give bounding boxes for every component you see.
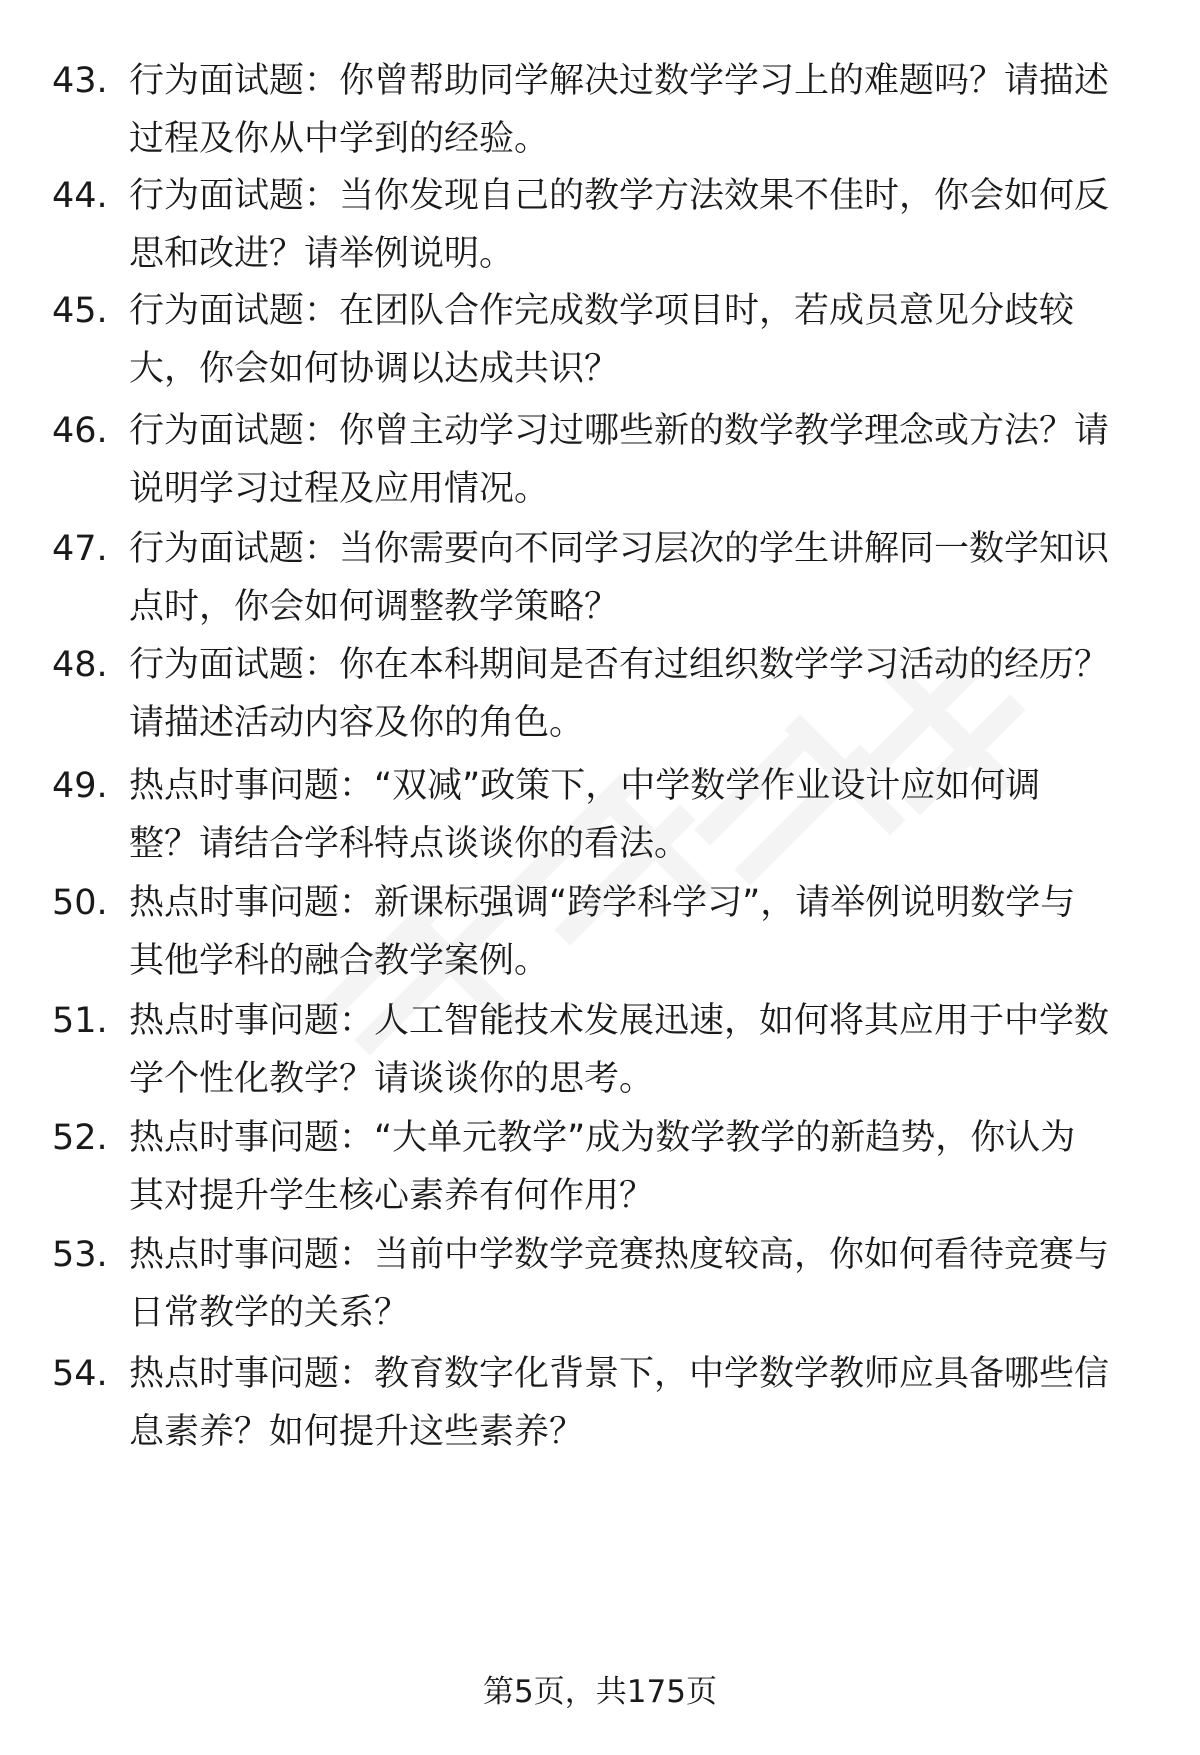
page-footer: 第5页，共175页 xyxy=(483,1674,717,1710)
question-number: 46. xyxy=(52,411,108,451)
question-text: 行为面试题：当你需要向不同学习层次的学生讲解同一数学知识 点时，你会如何调整教学策略？ xyxy=(129,529,1110,627)
question-number: 51. xyxy=(52,1001,108,1041)
question-number: 54. xyxy=(52,1354,108,1394)
question-text: 热点时事问题：新课标强调“跨学科学习”，请举例说明数学与 其他学科的融合教学案例。 xyxy=(129,883,1076,981)
question-number: 43. xyxy=(52,61,108,101)
question-number: 53. xyxy=(52,1235,108,1275)
question-number: 44. xyxy=(52,176,108,216)
question-text: 行为面试题：你曾帮助同学解决过数学学习上的难题吗？请描述 过程及你从中学到的经验。 xyxy=(129,61,1110,159)
question-text: 行为面试题：你曾主动学习过哪些新的数学教学理念或方法？请 说明学习过程及应用情况。 xyxy=(129,411,1110,509)
question-number: 50. xyxy=(52,883,108,923)
question-text: 热点时事问题：“双减”政策下，中学数学作业设计应如何调 整？请结合学科特点谈谈你的看法。 xyxy=(129,766,1041,864)
question-text: 热点时事问题：教育数字化背景下，中学数学教师应具备哪些信 息素养？如何提升这些素养？ xyxy=(129,1354,1110,1452)
question-number: 49. xyxy=(52,766,108,806)
question-text: 行为面试题：在团队合作完成数学项目时，若成员意见分歧较 大，你会如何协调以达成共识？ xyxy=(129,291,1075,389)
question-number: 52. xyxy=(52,1118,108,1158)
question-text: 热点时事问题：当前中学数学竞赛热度较高，你如何看待竞赛与 日常教学的关系？ xyxy=(129,1235,1110,1333)
question-text: 行为面试题：你在本科期间是否有过组织数学学习活动的经历？ 请描述活动内容及你的角色。 xyxy=(129,645,1110,743)
question-number: 45. xyxy=(52,291,108,331)
question-text: 热点时事问题：“大单元教学”成为数学教学的新趋势，你认为 其对提升学生核心素养有何作用？ xyxy=(129,1118,1076,1216)
question-text: 行为面试题：当你发现自己的教学方法效果不佳时，你会如何反 思和改进？请举例说明。 xyxy=(129,176,1110,274)
question-text: 热点时事问题：人工智能技术发展迅速，如何将其应用于中学数 学个性化教学？请谈谈你的思考。 xyxy=(129,1001,1110,1099)
question-number: 47. xyxy=(52,529,108,569)
question-number: 48. xyxy=(52,645,108,685)
